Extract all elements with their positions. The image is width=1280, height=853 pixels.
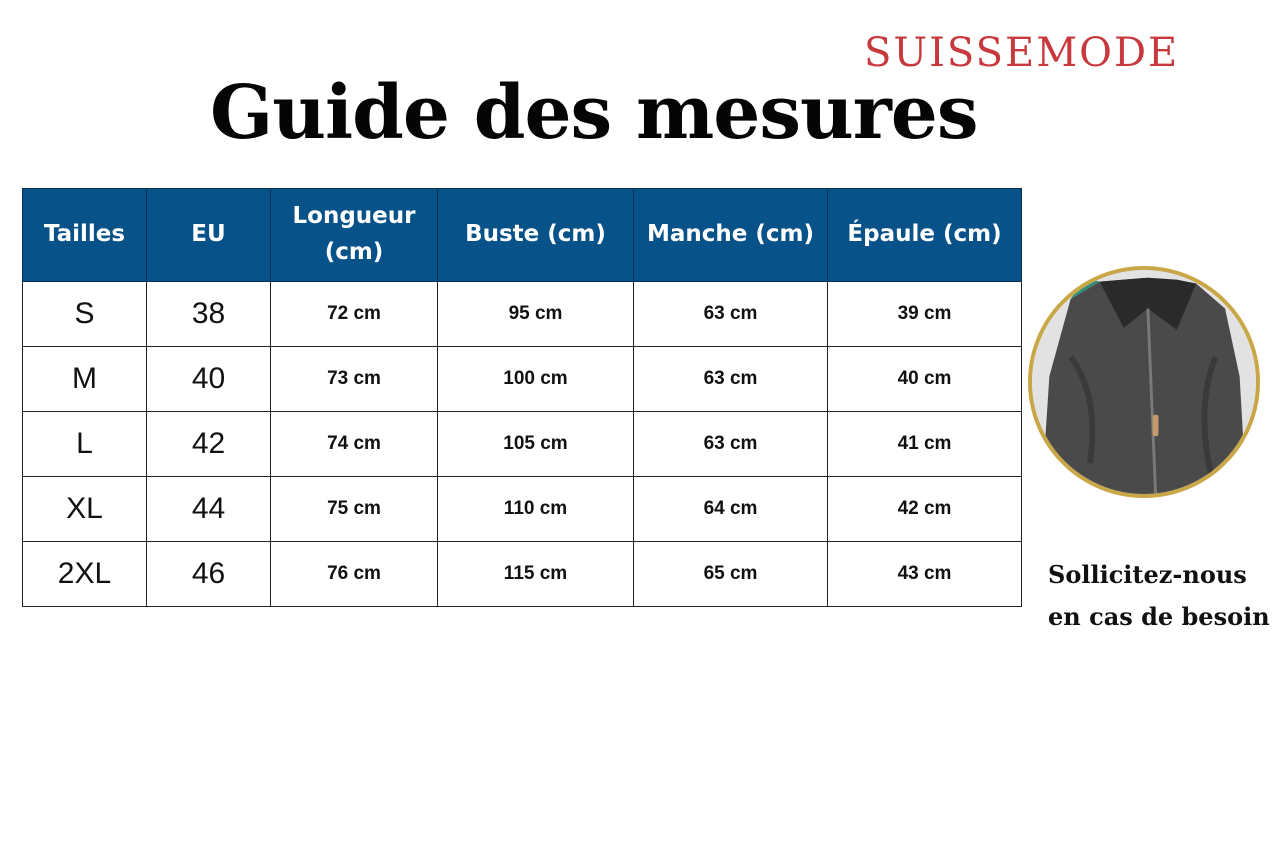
- cell-longueur: 74 cm: [271, 412, 438, 477]
- cell-epaule: 43 cm: [828, 542, 1022, 607]
- cell-eu: 40: [147, 347, 271, 412]
- help-line-1: Sollicitez-nous: [1048, 560, 1247, 589]
- cell-longueur: 75 cm: [271, 477, 438, 542]
- cell-buste: 115 cm: [438, 542, 634, 607]
- cell-longueur: 72 cm: [271, 282, 438, 347]
- header-epaule: Épaule (cm): [828, 189, 1022, 282]
- table-header-row: [23, 189, 1022, 282]
- cell-manche: 64 cm: [634, 477, 828, 542]
- table-row: [23, 282, 1022, 347]
- table-row: [23, 412, 1022, 477]
- table-row: [23, 542, 1022, 607]
- cell-longueur: 76 cm: [271, 542, 438, 607]
- cell-manche: 63 cm: [634, 282, 828, 347]
- header-longueur-line1: Longueur: [292, 203, 416, 230]
- cell-manche: 63 cm: [634, 412, 828, 477]
- cell-eu: 38: [147, 282, 271, 347]
- table-row: [23, 347, 1022, 412]
- size-table: [22, 188, 1022, 607]
- cell-taille: XL: [23, 477, 147, 542]
- help-line-2: en cas de besoin: [1048, 602, 1270, 631]
- header-longueur-line2: (cm): [324, 239, 384, 265]
- cell-buste: 95 cm: [438, 282, 634, 347]
- cell-epaule: 39 cm: [828, 282, 1022, 347]
- cell-eu: 44: [147, 477, 271, 542]
- cell-taille: M: [23, 347, 147, 412]
- cell-eu: 46: [147, 542, 271, 607]
- brand-logo: SUISSEMODE: [864, 30, 1180, 76]
- header-eu: EU: [147, 189, 271, 282]
- help-text: [1048, 554, 1270, 638]
- product-photo: [1028, 266, 1260, 498]
- cell-buste: 100 cm: [438, 347, 634, 412]
- cell-buste: 110 cm: [438, 477, 634, 542]
- table-row: [23, 477, 1022, 542]
- cell-taille: S: [23, 282, 147, 347]
- cell-longueur: 73 cm: [271, 347, 438, 412]
- cell-epaule: 40 cm: [828, 347, 1022, 412]
- header-buste: Buste (cm): [438, 189, 634, 282]
- page-title: Guide des mesures: [210, 70, 978, 156]
- cell-epaule: 41 cm: [828, 412, 1022, 477]
- header-tailles: Tailles: [23, 189, 147, 282]
- cell-taille: L: [23, 412, 147, 477]
- cell-taille: 2XL: [23, 542, 147, 607]
- header-longueur: [271, 189, 438, 282]
- header-manche: Manche (cm): [634, 189, 828, 282]
- cell-manche: 65 cm: [634, 542, 828, 607]
- cell-manche: 63 cm: [634, 347, 828, 412]
- cell-buste: 105 cm: [438, 412, 634, 477]
- cell-epaule: 42 cm: [828, 477, 1022, 542]
- cell-eu: 42: [147, 412, 271, 477]
- jacket-illustration: [1032, 270, 1256, 494]
